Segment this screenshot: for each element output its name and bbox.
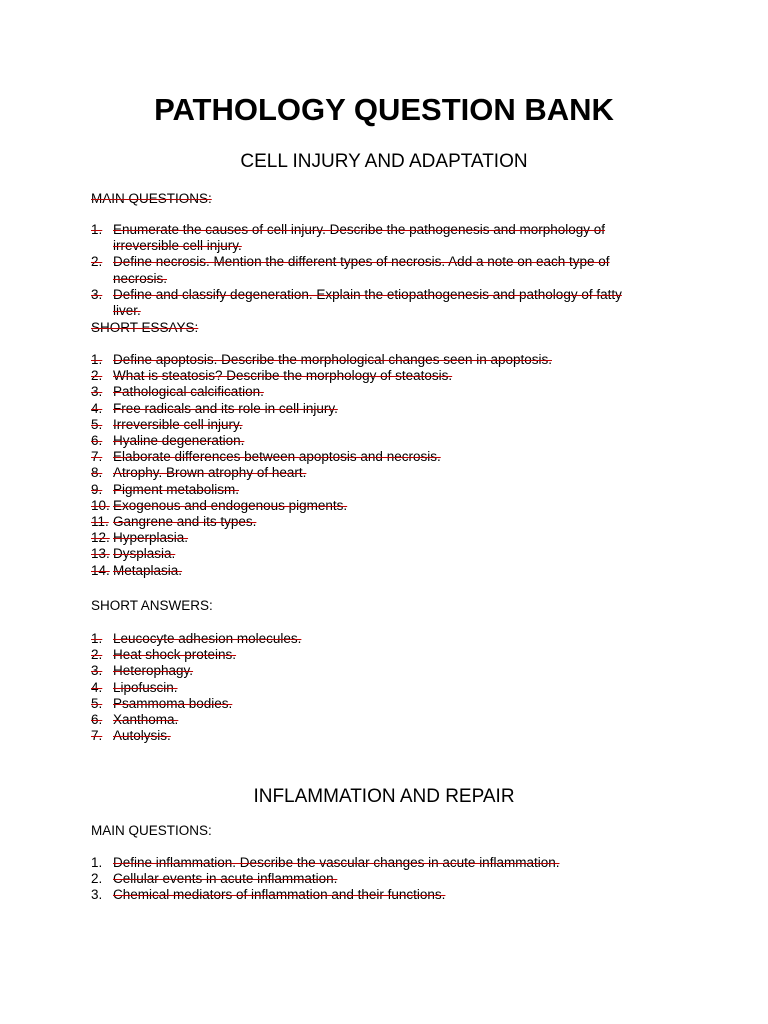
list-item: 3. Heterophagy. — [91, 663, 194, 679]
section-heading-inflammation: INFLAMMATION AND REPAIR — [253, 786, 515, 807]
list-item: 7. Elaborate differences between apoptosis and necrosis. — [91, 449, 441, 465]
list-item: 6. Xanthoma. — [91, 712, 179, 728]
list-item: 13. Dysplasia. — [91, 546, 176, 562]
list-item: 3. Pathological calcification. — [91, 384, 264, 400]
document-title: PATHOLOGY QUESTION BANK — [154, 92, 614, 127]
list-item: 1. Enumerate the causes of cell injury. Describe the pathogenesis and morphology of irreversible cell injury. — [91, 222, 606, 254]
main-questions-list — [91, 855, 651, 904]
main-questions-label: MAIN QUESTIONS: — [91, 823, 212, 838]
list-item: 3. Define and classify degeneration. Explain the etiopathogenesis and pathology of fatty liver. — [91, 286, 622, 319]
list-item: 12. Hyperplasia. — [91, 530, 189, 546]
list-item: 5. Psammoma bodies. — [91, 695, 233, 711]
list-item: 3. Chemical mediators of inflammation and their functions. — [91, 887, 446, 903]
list-item: 11. Gangrene and its types. — [91, 514, 257, 530]
list-item: 6. Hyaline degeneration. — [91, 433, 245, 449]
list-item: 2. Cellular events in acute inflammation. — [91, 871, 338, 887]
list-item: 9. Pigment metabolism. — [91, 481, 240, 497]
short-essays-label: SHORT ESSAYS: — [91, 320, 199, 335]
list-item: 2. What is steatosis? Describe the morphology of steatosis. — [91, 368, 453, 384]
list-item: 2. Heat shock proteins. — [91, 647, 237, 663]
list-item: 14. Metaplasia. — [91, 562, 183, 578]
list-item: 7. Autolysis. — [91, 728, 171, 744]
short-essays-list — [91, 352, 651, 579]
main-questions-list — [91, 222, 651, 319]
list-item: 4. Lipofuscin. — [91, 679, 178, 695]
list-item: 1. Define apoptosis. Describe the morphological changes seen in apoptosis. — [91, 352, 553, 367]
list-item: 10. Exogenous and endogenous pigments. — [91, 497, 348, 513]
list-item: 8. Atrophy. Brown atrophy of heart. — [91, 465, 307, 481]
short-answers-label: SHORT ANSWERS: — [91, 598, 213, 613]
short-answers-list — [91, 631, 651, 744]
list-item: 1. Leucocyte adhesion molecules. — [91, 631, 302, 646]
list-item: 5. Irreversible cell injury. — [91, 416, 243, 432]
list-item: 4. Free radicals and its role in cell injury. — [91, 400, 338, 416]
section-heading-cell-injury: CELL INJURY AND ADAPTATION — [240, 151, 528, 172]
list-item: 1. Define inflammation. Describe the vascular changes in acute inflammation. — [91, 855, 560, 870]
list-item: 2. Define necrosis. Mention the different types of necrosis. Add a note on each type of necrosis. — [91, 254, 610, 286]
main-questions-label: MAIN QUESTIONS: — [91, 191, 212, 206]
